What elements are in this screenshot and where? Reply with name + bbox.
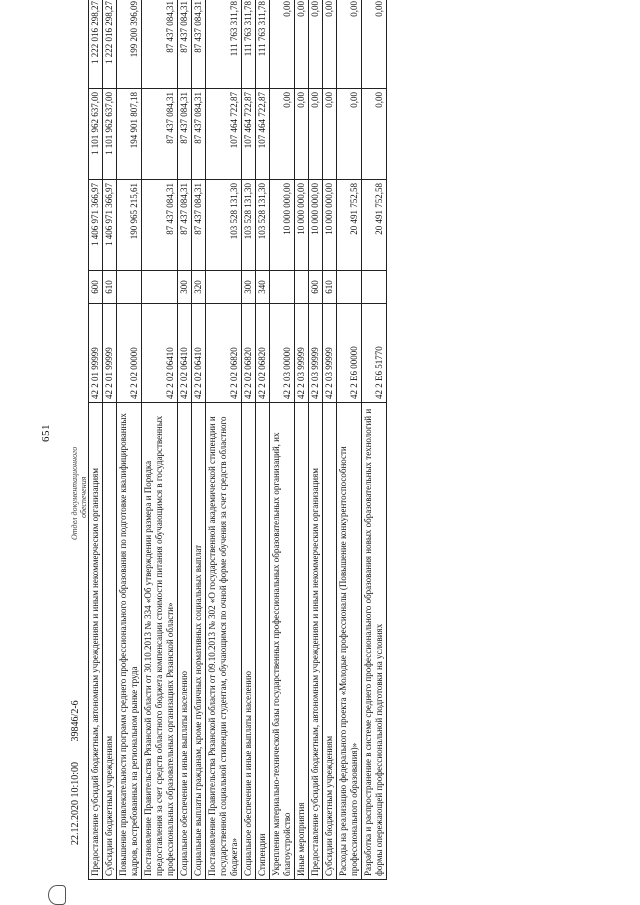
row-value-2: 87 437 084,31 xyxy=(178,89,192,180)
row-type xyxy=(206,271,242,304)
row-value-1: 10 000 000,00 xyxy=(270,180,295,271)
row-value-3: 87 437 084,31 xyxy=(178,0,192,89)
row-description: Субсидии бюджетным учреждениям xyxy=(103,403,117,880)
table-row xyxy=(270,0,295,880)
row-type: 600 xyxy=(89,271,103,304)
row-value-1: 20 491 752,58 xyxy=(337,180,362,271)
row-value-3: 0,00 xyxy=(362,0,387,89)
row-value-3: 87 437 084,31 xyxy=(142,0,178,89)
row-value-1: 87 437 084,31 xyxy=(178,180,192,271)
footer xyxy=(70,605,81,905)
table-row xyxy=(192,0,206,880)
row-description: Социальное обеспечение и иные выплаты населению xyxy=(178,403,192,880)
row-value-2: 194 901 807,18 xyxy=(117,89,142,180)
row-description: Постановление Правительства Рязанской области от 09.10.2013 № 302 «О государственной академической стипендии и государственной социальной стипендии студентам, обучающимся по очной форме обучения за счет средств областного бюджета» xyxy=(206,403,242,880)
row-value-3: 0,00 xyxy=(323,0,337,89)
row-code: 42 2 02 06410 xyxy=(192,304,206,403)
row-value-2: 1 101 962 637,00 xyxy=(89,89,103,180)
row-code: 42 2 03 00000 xyxy=(270,304,295,403)
row-description: Разработка и распространение в системе среднего профессионального образования новых образовательных технологий и формы опережающей профессиональной подготовки на условиях xyxy=(362,403,387,880)
stamp-line-2: обеспечения xyxy=(79,476,88,518)
row-code: 42 2 02 06820 xyxy=(206,304,242,403)
row-description: Стипендии xyxy=(256,403,270,880)
table-row xyxy=(242,0,256,880)
row-code: 42 2 03 99999 xyxy=(323,304,337,403)
row-description: Субсидии бюджетным учреждениям xyxy=(323,403,337,880)
table-row xyxy=(295,0,309,880)
row-code: 42 2 01 99999 xyxy=(89,304,103,403)
row-code: 42 2 02 06410 xyxy=(142,304,178,403)
row-type xyxy=(142,271,178,304)
row-type xyxy=(117,271,142,304)
row-type xyxy=(362,271,387,304)
row-value-1: 20 491 752,58 xyxy=(362,180,387,271)
row-value-3: 1 222 016 298,27 xyxy=(103,0,117,89)
row-code: 42 2 E6 51770 xyxy=(362,304,387,403)
row-description: Расходы на реализацию федерального проекта «Молодые профессионалы (Повышение конкурентоспособности профессионального образования)» xyxy=(337,403,362,880)
row-value-3: 0,00 xyxy=(337,0,362,89)
row-type: 610 xyxy=(103,271,117,304)
row-value-1: 10 000 000,00 xyxy=(309,180,323,271)
row-description: Укрепление материально-технической базы государственных профессиональных образовательных организаций, их благоустройство xyxy=(270,403,295,880)
row-type: 340 xyxy=(256,271,270,304)
row-type: 300 xyxy=(242,271,256,304)
table-row xyxy=(309,0,323,880)
table-row xyxy=(117,0,142,880)
table-row xyxy=(256,0,270,880)
table-row xyxy=(103,0,117,880)
rotated-page xyxy=(88,1,608,880)
row-value-2: 107 464 722,87 xyxy=(242,89,256,180)
department-stamp xyxy=(70,447,88,540)
row-value-3: 0,00 xyxy=(309,0,323,89)
row-code: 42 2 02 06410 xyxy=(178,304,192,403)
row-value-2: 1 101 962 637,00 xyxy=(103,89,117,180)
emblem-icon xyxy=(48,885,66,905)
row-value-1: 190 965 215,61 xyxy=(117,180,142,271)
row-description: Иные мероприятия xyxy=(295,403,309,880)
row-value-2: 87 437 084,31 xyxy=(142,89,178,180)
row-type: 610 xyxy=(323,271,337,304)
row-code: 42 2 02 06820 xyxy=(242,304,256,403)
row-value-1: 103 528 131,30 xyxy=(256,180,270,271)
row-value-2: 0,00 xyxy=(362,89,387,180)
row-value-2: 87 437 084,31 xyxy=(192,89,206,180)
row-value-3: 0,00 xyxy=(270,0,295,89)
row-value-1: 87 437 084,31 xyxy=(192,180,206,271)
table-row xyxy=(323,0,337,880)
row-value-3: 87 437 084,31 xyxy=(192,0,206,89)
table-row xyxy=(89,0,103,880)
row-value-2: 0,00 xyxy=(270,89,295,180)
row-type xyxy=(337,271,362,304)
row-value-3: 199 200 396,09 xyxy=(117,0,142,89)
row-description: Социальные выплаты гражданам, кроме публичных нормативных социальных выплат xyxy=(192,403,206,880)
row-value-1: 10 000 000,00 xyxy=(295,180,309,271)
row-value-2: 0,00 xyxy=(323,89,337,180)
row-value-2: 107 464 722,87 xyxy=(206,89,242,180)
row-type xyxy=(295,271,309,304)
row-value-3: 111 763 311,78 xyxy=(206,0,242,89)
row-code: 42 2 02 00000 xyxy=(117,304,142,403)
row-value-2: 0,00 xyxy=(295,89,309,180)
row-description: Социальное обеспечение и иные выплаты населению xyxy=(242,403,256,880)
footer-doc-id: 39846/2-6 xyxy=(70,700,81,742)
footer-date: 22.12.2020 10:10:00 xyxy=(70,761,81,845)
row-value-3: 111 763 311,78 xyxy=(256,0,270,89)
row-code: 42 2 02 06820 xyxy=(256,304,270,403)
row-description: Повышение привлекательности программ среднего профессионального образования по подготовке квалифицированных кадров, востребованных на региональном рынке труда xyxy=(117,403,142,880)
document-area xyxy=(88,1,608,880)
page-number: 651 xyxy=(40,424,52,442)
stamp-line-1: Отдел документационного xyxy=(70,446,79,540)
row-type: 300 xyxy=(178,271,192,304)
table-row xyxy=(362,0,387,880)
row-value-1: 103 528 131,30 xyxy=(242,180,256,271)
row-code: 42 2 03 99999 xyxy=(295,304,309,403)
row-type xyxy=(270,271,295,304)
row-value-1: 103 528 131,30 xyxy=(206,180,242,271)
table-row xyxy=(178,0,192,880)
row-value-1: 10 000 000,00 xyxy=(323,180,337,271)
row-description: Постановление Правительства Рязанской области от 30.10.2013 № 334 «Об утверждении размера и Порядка предоставления за счет средств областного бюджета компенсации стоимости питания обучающимся в государственных профессиональных образовательных организациях Рязанской области» xyxy=(142,403,178,880)
row-value-1: 87 437 084,31 xyxy=(142,180,178,271)
row-value-2: 0,00 xyxy=(337,89,362,180)
row-type: 600 xyxy=(309,271,323,304)
row-value-3: 111 763 311,78 xyxy=(242,0,256,89)
row-description: Предоставление субсидий бюджетным, автономным учреждениям и иным некоммерческим организациям xyxy=(309,403,323,880)
row-code: 42 2 03 99999 xyxy=(309,304,323,403)
row-description: Предоставление субсидий бюджетным, автономным учреждениям и иным некоммерческим организациям xyxy=(89,403,103,880)
row-value-3: 1 222 016 298,27 xyxy=(89,0,103,89)
row-value-1: 1 406 971 366,97 xyxy=(103,180,117,271)
row-code: 42 2 E6 00000 xyxy=(337,304,362,403)
table-row xyxy=(142,0,178,880)
budget-table xyxy=(88,0,387,880)
row-value-3: 0,00 xyxy=(295,0,309,89)
row-value-2: 0,00 xyxy=(309,89,323,180)
row-value-2: 107 464 722,87 xyxy=(256,89,270,180)
row-type: 320 xyxy=(192,271,206,304)
table-row xyxy=(206,0,242,880)
table-row xyxy=(337,0,362,880)
row-value-1: 1 406 971 366,97 xyxy=(89,180,103,271)
row-code: 42 2 01 99999 xyxy=(103,304,117,403)
emblem-stamp xyxy=(48,885,66,905)
